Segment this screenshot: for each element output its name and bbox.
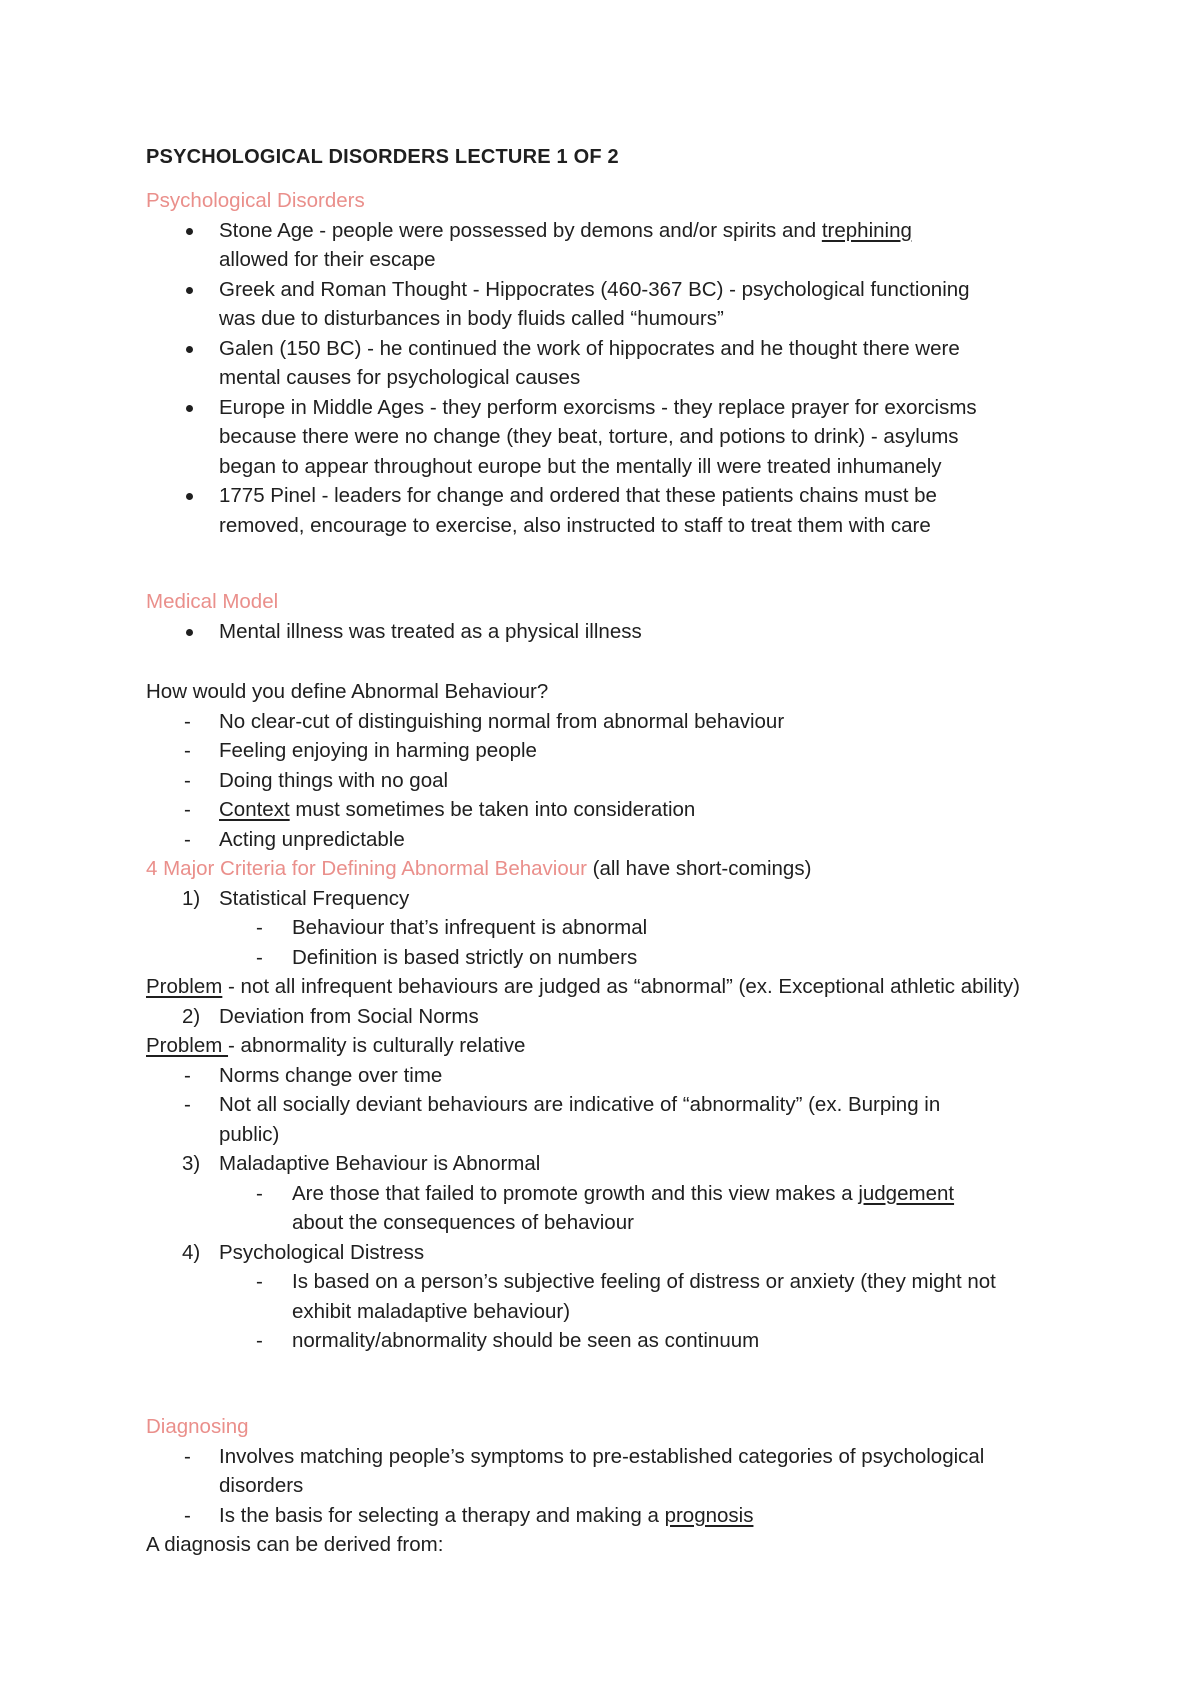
list-item: - Doing things with no goal — [184, 768, 449, 792]
list-item: - Involves matching people’s symptoms to pre-established categories of psychological disorders — [184, 1444, 985, 1497]
list-item: Galen (150 BC) - he continued the work of hippocrates and he thought there were mental causes for psychological causes — [146, 334, 1076, 393]
list-item: - Context must sometimes be taken into consideration — [184, 798, 696, 821]
section-psychological-disorders — [146, 186, 1076, 540]
section-heading: Diagnosing — [146, 1415, 249, 1438]
bullet-icon — [186, 346, 193, 353]
problem-note: Problem - not all infrequent behaviours are judged as “abnormal” (ex. Exceptional athletic ability) — [146, 975, 1020, 998]
closing-line: A diagnosis can be derived from: — [146, 1533, 444, 1556]
bullet-icon — [186, 228, 193, 235]
numbered-item: 4) Psychological Distress — [182, 1240, 425, 1264]
section-heading: Psychological Disorders — [146, 189, 365, 212]
section-diagnosing — [146, 1412, 1076, 1560]
underlined-term: Context — [219, 798, 290, 821]
list-item: - Are those that failed to promote growth and this view makes a judgement about the consequences of behaviour — [256, 1181, 955, 1234]
criteria-heading-line: 4 Major Criteria for Defining Abnormal Behaviour (all have short-comings) — [146, 857, 812, 880]
list-item: - Acting unpredictable — [184, 827, 405, 851]
numbered-item: 3) Maladaptive Behaviour is Abnormal — [182, 1152, 541, 1175]
underlined-term: trephining — [821, 218, 912, 242]
list-item: 1775 Pinel - leaders for change and ordered that these patients chains must be removed, encourage to exercise, also instructed to staff to treat them with care — [146, 481, 1076, 540]
numbered-item: 1) Statistical Frequency — [182, 886, 410, 910]
bullet-icon — [186, 629, 193, 636]
numbered-item: 2) Deviation from Social Norms — [182, 1004, 479, 1028]
list-item: - Is based on a person’s subjective feeling of distress or anxiety (they might not exhibit maladaptive behaviour) — [256, 1270, 996, 1323]
list-item: - Norms change over time — [184, 1063, 443, 1087]
underlined-term: judgement — [858, 1181, 955, 1205]
list-item: - No clear-cut of distinguishing normal from abnormal behaviour — [184, 709, 785, 733]
section-heading: Medical Model — [146, 590, 279, 613]
list-item: Mental illness was treated as a physical illness — [146, 617, 1076, 647]
list-item: - Feeling enjoying in harming people — [184, 739, 537, 762]
bullet-icon — [186, 405, 193, 412]
bullet-icon — [186, 287, 193, 294]
list-item: - Is the basis for selecting a therapy and making a prognosis — [184, 1503, 754, 1527]
section-heading: 4 Major Criteria for Defining Abnormal Behaviour — [146, 857, 587, 880]
list-item: - Definition is based strictly on numbers — [256, 945, 638, 969]
list-item: - Behaviour that’s infrequent is abnormal — [256, 916, 648, 939]
underlined-term: Problem — [146, 1034, 229, 1057]
underlined-term: Problem — [146, 975, 223, 998]
section-abnormal-behaviour — [146, 677, 1076, 1356]
list-item: - Not all socially deviant behaviours are indicative of “abnormality” (ex. Burping in public) — [184, 1093, 941, 1146]
list-item: Stone Age - people were possessed by demons and/or spirits and trephining allowed for their escape — [146, 216, 1076, 275]
page-title: PSYCHOLOGICAL DISORDERS LECTURE 1 OF 2 — [146, 146, 619, 168]
underlined-term: prognosis — [664, 1503, 754, 1527]
list-item: - normality/abnormality should be seen as continuum — [256, 1329, 760, 1352]
list-item: Europe in Middle Ages - they perform exorcisms - they replace prayer for exorcisms because there were no change (they beat, torture, and potions to drink) - asylums began to appear throughout europe but the mentally ill were treated inhumanely — [146, 393, 1076, 482]
list-item: Greek and Roman Thought - Hippocrates (460-367 BC) - psychological functioning was due to disturbances in body fluids called “humours” — [146, 275, 1076, 334]
question-text: How would you define Abnormal Behaviour? — [146, 680, 549, 703]
section-medical-model — [146, 587, 1076, 646]
bullet-icon — [186, 493, 193, 500]
problem-note: Problem - abnormality is culturally relative — [146, 1034, 526, 1057]
